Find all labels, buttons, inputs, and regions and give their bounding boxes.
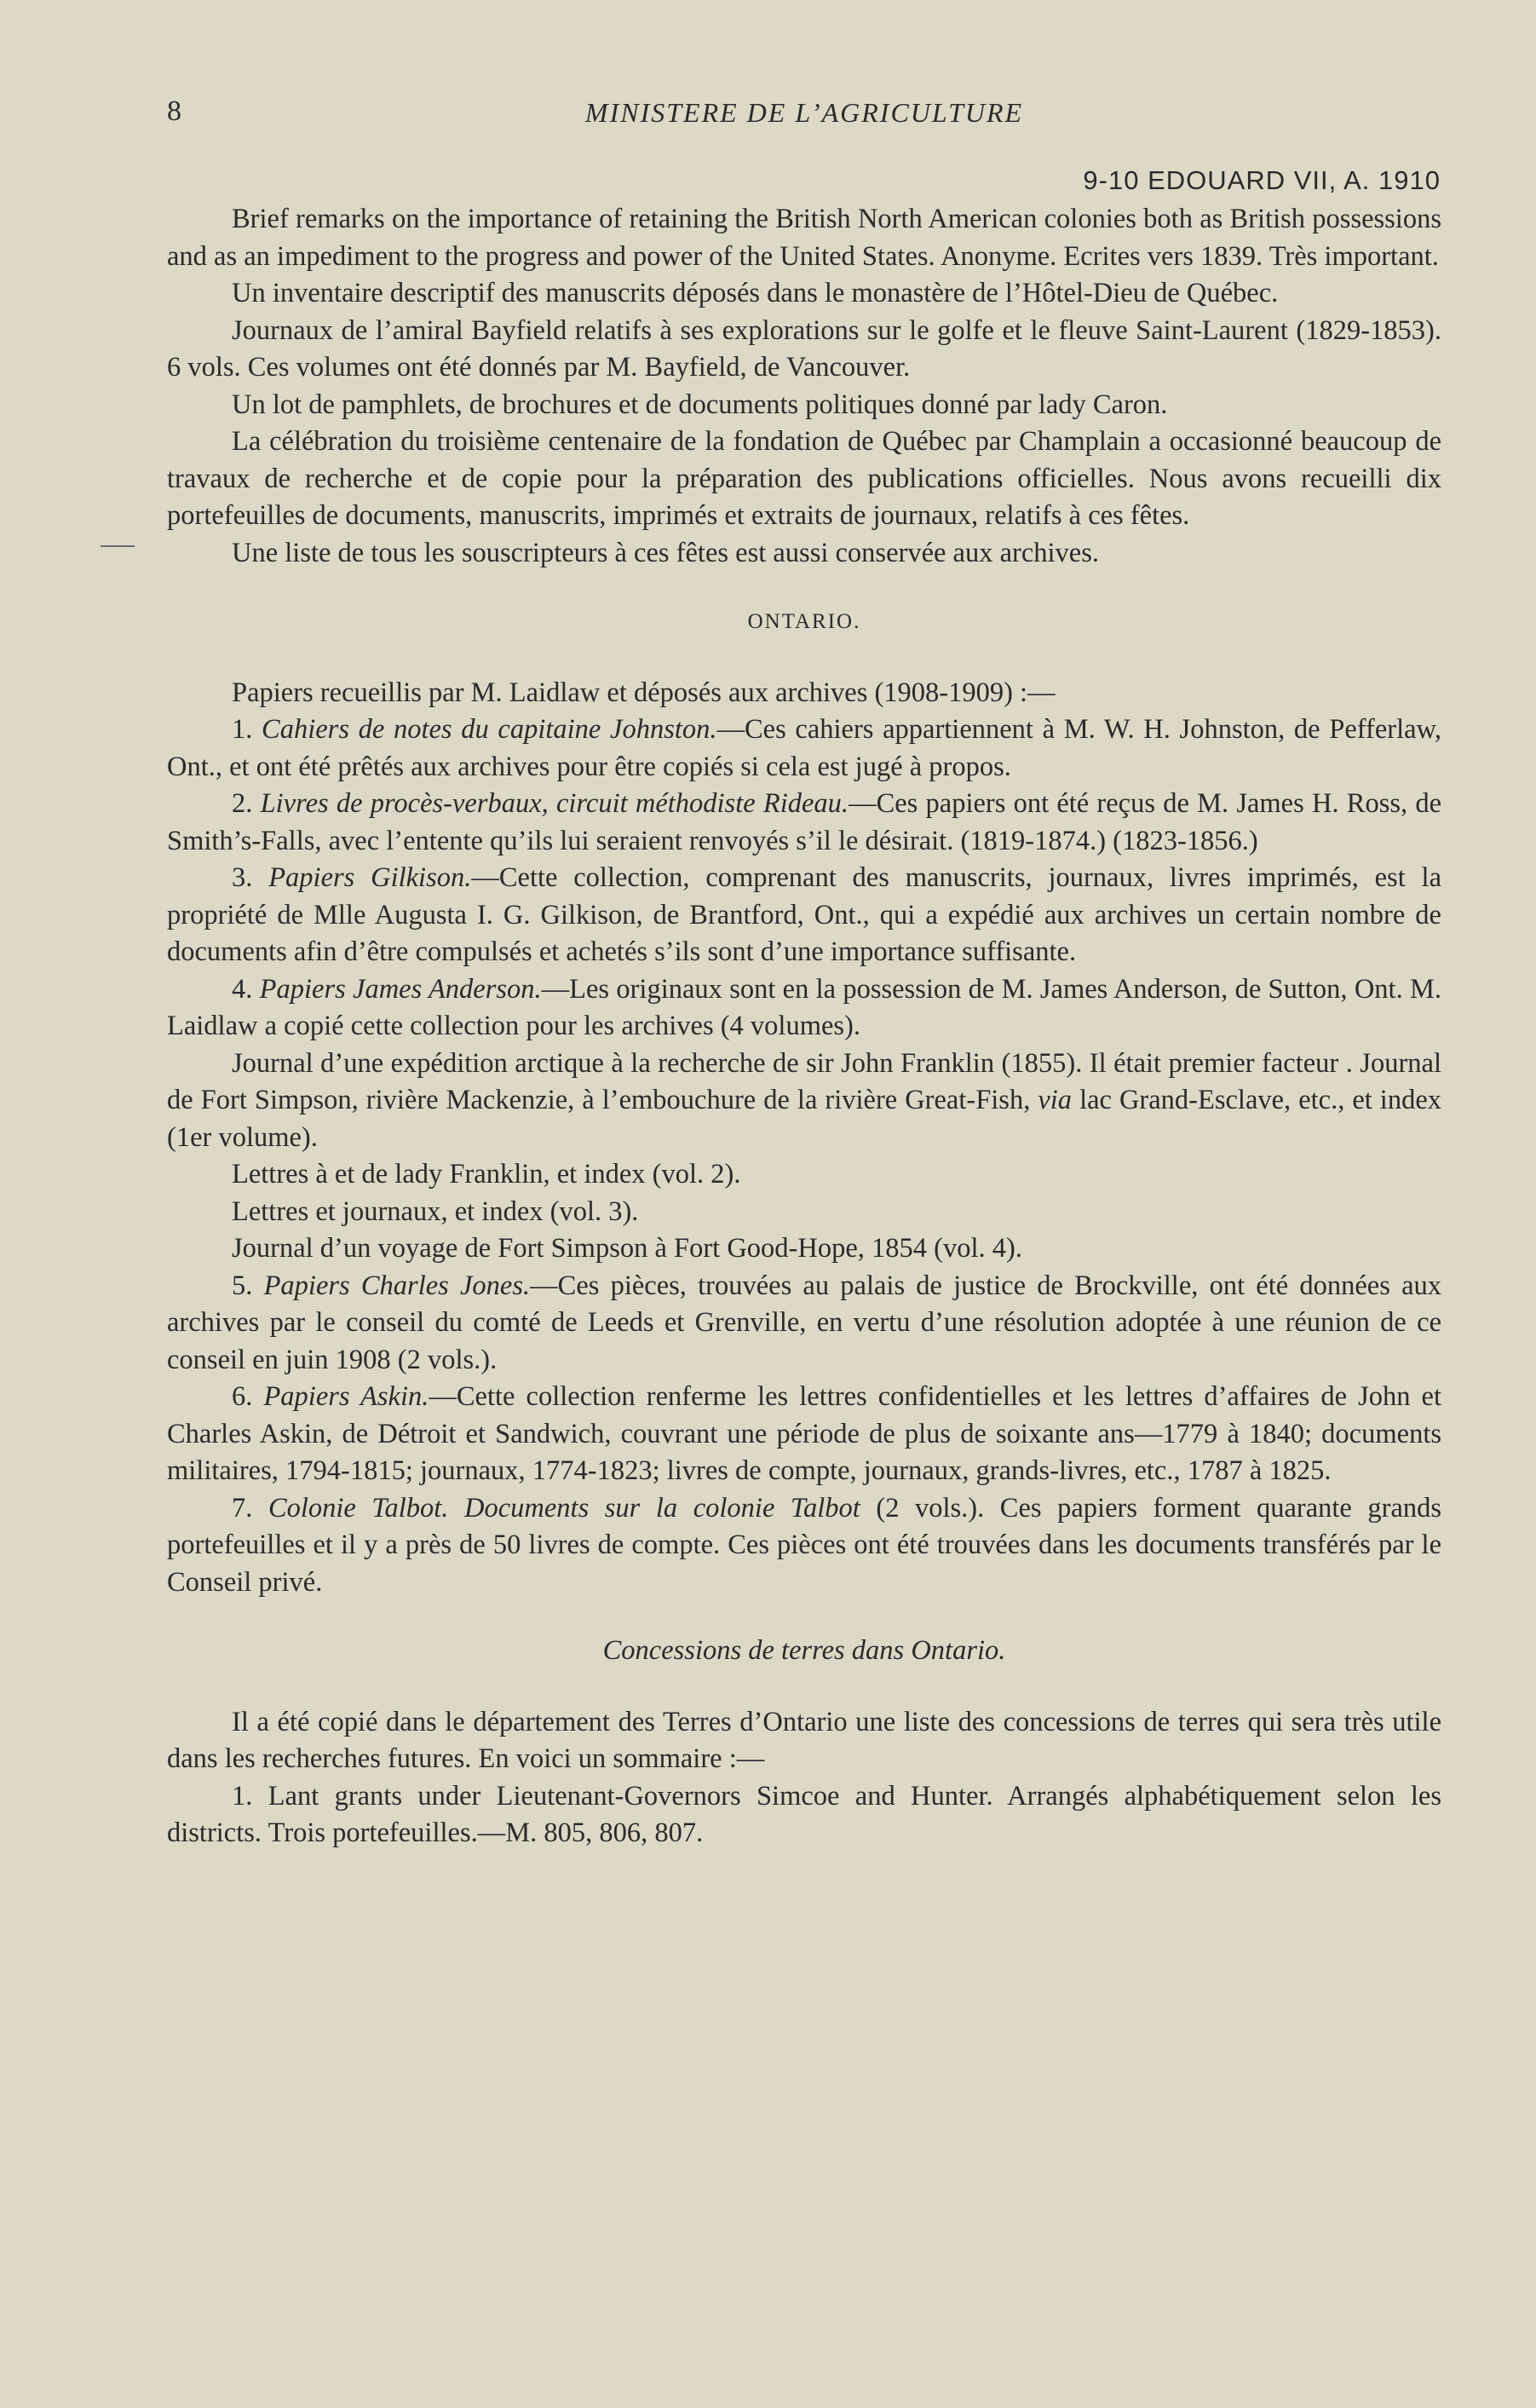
- paragraph: Un lot de pamphlets, de brochures et de documents politiques donné par lady Caron.: [232, 389, 1168, 420]
- list-item: [167, 786, 1441, 860]
- item-title: Papiers James Anderson.: [259, 973, 542, 1005]
- list-item: [167, 1379, 1441, 1490]
- item-separator: [448, 1493, 464, 1524]
- section-heading-concessions: Concessions de terres dans Ontario.: [602, 1635, 1006, 1666]
- via-word: via: [1038, 1085, 1073, 1115]
- paragraph: La célébration du troisième centenaire de la fondation de Québec par Champlain a occasionné beaucoup de travaux de recherche et de copie pour la préparation des publications officielles. Nous avons recueilli dix portefeuilles de documents, manuscrits, imprimés et extraits de journaux, relatifs à ces fêtes.: [167, 426, 1441, 531]
- item-text: —Ces pièces, trouvées au palais de justice de Brockville, ont été données aux archives par le conseil du comté de Leeds et Grenville, en vertu d’une résolution adoptée à une réunion de ce conseil en juin 1908 (2 vols.).: [167, 1270, 1442, 1375]
- item-number: 5.: [232, 1270, 253, 1301]
- anderson-volume-2: Lettres à et de lady Franklin, et index (vol. 2).: [232, 1159, 741, 1190]
- anderson-volume-4: Journal d’un voyage de Fort Simpson à Fort Good-Hope, 1854 (vol. 4).: [232, 1233, 1022, 1264]
- paragraph: Brief remarks on the importance of retaining the British North American colonies both as British possessions and as an impediment to the progress and power of the United States. Anonyme. Ecrites vers 1839. Très important.: [167, 204, 1441, 272]
- ontario-intro: Papiers recueillis par M. Laidlaw et déposés aux archives (1908-1909) :—: [232, 677, 1056, 708]
- item-subtitle: Documents sur la colonie Talbot: [464, 1492, 860, 1524]
- item-text: —Ces cahiers appartiennent à M. W. H. Johnston, de Pefferlaw, Ont., et ont été prêtés aux archives pour être copiés si cela est jugé à propos.: [167, 714, 1442, 782]
- item-title: Colonie Talbot.: [268, 1492, 449, 1524]
- body-text: [167, 201, 1441, 1852]
- volume-text: Journal d’une expédition arctique à la recherche de sir John Franklin (1855). Il était premier facteur . Journal de Fort Simpson, rivière Mackenzie, à l’embouchure de la rivière Great-Fish,: [167, 1047, 1441, 1115]
- item-text: —Cette collection renferme les lettres confidentielles et les lettres d’affaires de John et Charles Askin, de Détroit et Sandwich, couvrant une période de plus de soixante ans—1779 à 1840; documents militaires, 1794-1815; journaux, 1774-1823; livres de compte, journaux, grands-livres, etc., 1787 à 1825.: [167, 1381, 1441, 1486]
- item-number: 2.: [232, 788, 253, 819]
- list-item: [167, 1268, 1441, 1380]
- paragraph: Un inventaire descriptif des manuscrits déposés dans le monastère de l’Hôtel-Dieu de Québec.: [232, 278, 1279, 308]
- item-title: Livres de procès-verbaux, circuit méthodiste Rideau.: [260, 788, 849, 819]
- margin-mark: [101, 545, 135, 547]
- item-number: 7.: [232, 1492, 253, 1524]
- list-item: [167, 1490, 1441, 1602]
- list-item: [167, 971, 1441, 1046]
- item-title: Cahiers de notes du capitaine Johnston.: [262, 714, 717, 745]
- item-number: 4.: [232, 973, 253, 1005]
- running-header: [167, 95, 1441, 138]
- item-number: 3.: [232, 862, 253, 893]
- volume-text: lac Grand-Esclave, etc., et index (1er volume).: [167, 1085, 1442, 1153]
- item-text: —Cette collection, comprenant des manuscrits, journaux, livres imprimés, est la propriété de Mlle Augusta I. G. Gilkison, de Brantford, Ont., qui a expédié aux archives un certain nombre de documents afin d’être compulsés et achetés s’ils sont d’une importance suffisante.: [167, 862, 1441, 967]
- list-item: [167, 711, 1441, 786]
- paragraph: Journaux de l’amiral Bayfield relatifs à ses explorations sur le golfe et le fleuve Saint-Laurent (1829-1853). 6 vols. Ces volumes ont été donnés par M. Bayfield, de Vancouver.: [167, 314, 1441, 383]
- session-reference: 9-10 EDOUARD VII, A. 1910: [1083, 165, 1441, 195]
- anderson-volume-3: Lettres et journaux, et index (vol. 3).: [232, 1195, 639, 1227]
- item-text: —Ces papiers ont été reçus de M. James H. Ross, de Smith’s-Falls, avec l’entente qu’ils lui seraient renvoyés s’il le désirait. (1819-1874.) (1823-1856.): [167, 788, 1442, 856]
- item-title: Papiers Askin.: [263, 1381, 429, 1412]
- running-title: MINISTERE DE L’AGRICULTURE: [584, 97, 1024, 128]
- item-title: Papiers Charles Jones.: [263, 1270, 531, 1301]
- section-heading-ontario: ONTARIO.: [747, 610, 861, 633]
- item-text: —Les originaux sont en la possession de M. James Anderson, de Sutton, Ont. M. Laidlaw a copié cette collection pour les archives (4 volumes).: [167, 973, 1441, 1041]
- item-number: 6.: [232, 1381, 253, 1412]
- item-text: (2 vols.). Ces papiers forment quarante grands portefeuilles et il y a près de 50 livres de compte. Ces pièces ont été trouvées dans les documents transférés par le Conseil privé.: [167, 1492, 1442, 1598]
- concessions-item: 1. Lant grants under Lieutenant-Governors Simcoe and Hunter. Arrangés alphabétiquement selon les districts. Trois portefeuilles.—M. 805, 806, 807.: [167, 1780, 1441, 1848]
- paragraph: Une liste de tous les souscripteurs à ces fêtes est aussi conservée aux archives.: [232, 537, 1100, 568]
- item-title: Papiers Gilkison.: [268, 862, 472, 893]
- anderson-volume-1: [167, 1046, 1441, 1157]
- list-item: [167, 860, 1441, 971]
- concessions-paragraph: Il a été copié dans le département des Terres d’Ontario une liste des concessions de terres qui sera très utile dans les recherches futures. En voici un sommaire :—: [167, 1706, 1441, 1774]
- page-number: 8: [167, 95, 181, 127]
- item-number: 1.: [232, 714, 253, 745]
